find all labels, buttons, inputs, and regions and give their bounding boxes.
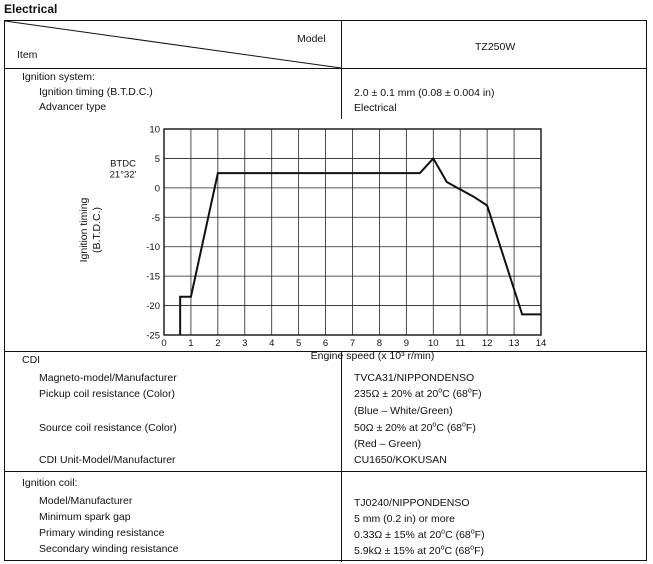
magneto-value: TVCA31/NIPPONDENSO <box>354 372 475 384</box>
magneto-label: Magneto-model/Manufacturer <box>39 372 177 384</box>
column-divider-bottom <box>341 351 342 562</box>
section-title: Electrical <box>4 2 58 16</box>
pickup-coil-color: (Blue – White/Green) <box>354 405 453 417</box>
x-tick-label: 2 <box>215 338 221 349</box>
ignition-timing-value: 2.0 ± 0.1 mm (0.08 ± 0.004 in) <box>354 87 495 99</box>
model-value: TZ250W <box>475 41 516 53</box>
y-tick-label: -25 <box>146 330 160 342</box>
source-coil-label: Source coil resistance (Color) <box>39 422 177 434</box>
primary-winding-label: Primary winding resistance <box>39 527 165 539</box>
ignition-timing-label: Ignition timing (B.T.D.C.) <box>39 86 153 98</box>
y-tick-label: 10 <box>149 124 160 136</box>
cdi-separator <box>5 351 646 352</box>
btdc-annotation: BTDC <box>110 158 136 170</box>
x-tick-label: 4 <box>269 338 275 349</box>
x-tick-label: 9 <box>403 338 410 349</box>
x-tick-label: 14 <box>535 338 547 349</box>
secondary-winding-value: 5.9kΩ ± 15% at 20$^o$C (68$^o$F) <box>354 544 485 557</box>
x-tick-label: 10 <box>427 338 439 349</box>
x-tick-label: 5 <box>295 338 302 349</box>
x-tick-label: 3 <box>242 338 248 349</box>
pickup-coil-label: Pickup coil resistance (Color) <box>39 388 175 400</box>
header-separator <box>5 68 646 69</box>
y-tick-label: 0 <box>154 183 160 195</box>
source-coil-color: (Red – Green) <box>354 438 422 450</box>
advancer-type-label: Advancer type <box>39 101 107 113</box>
model-header-label: Model <box>297 33 326 45</box>
y-tick-label: 5 <box>154 153 160 165</box>
x-tick-label: 8 <box>376 338 383 349</box>
y-tick-label: -5 <box>151 212 160 224</box>
x-tick-label: 7 <box>349 338 356 349</box>
source-coil-value: 50Ω ± 20% at 20$^o$C (68$^o$F) <box>354 421 476 434</box>
pickup-coil-value: 235Ω ± 20% at 20$^o$C (68$^o$F) <box>354 387 482 400</box>
y-axis-label-unit: (B.T.D.C.) <box>91 206 103 254</box>
y-tick-label: -10 <box>146 242 160 254</box>
btdc-annotation: 21°32' <box>109 169 137 181</box>
coil-model-label: Model/Manufacturer <box>39 495 133 507</box>
item-header-label: Item <box>17 49 38 61</box>
x-tick-label: 1 <box>188 338 194 349</box>
x-tick-label: 12 <box>481 338 493 349</box>
y-axis-label: Ignition timing <box>78 197 90 263</box>
spark-gap-value: 5 mm (0.2 in) or more <box>354 513 455 525</box>
x-tick-label: 0 <box>161 338 167 349</box>
x-axis-label: Engine speed (x 10³ r/min) <box>310 350 435 362</box>
secondary-winding-label: Secondary winding resistance <box>39 543 179 555</box>
cdi-unit-value: CU1650/KOKUSAN <box>354 454 447 466</box>
spark-gap-label: Minimum spark gap <box>39 511 131 523</box>
x-tick-label: 6 <box>322 338 329 349</box>
ignition-timing-chart <box>65 119 565 362</box>
column-divider-top <box>341 21 342 119</box>
ignition-coil-separator <box>5 471 646 472</box>
y-tick-label: -20 <box>146 301 160 313</box>
advancer-type-value: Electrical <box>354 102 397 114</box>
cdi-title: CDI <box>22 354 41 366</box>
coil-model-value: TJ0240/NIPPONDENSO <box>354 497 470 509</box>
x-tick-label: 13 <box>508 338 520 349</box>
x-tick-label: 11 <box>455 338 466 349</box>
cdi-unit-label: CDI Unit-Model/Manufacturer <box>39 454 176 466</box>
ignition-system-title: Ignition system: <box>22 71 95 83</box>
spec-table <box>4 20 647 561</box>
ignition-coil-title: Ignition coil: <box>22 477 78 489</box>
primary-winding-value: 0.33Ω ± 15% at 20$^o$C (68$^o$F) <box>354 528 485 541</box>
header-diagonal <box>5 21 341 68</box>
y-tick-label: -15 <box>146 271 160 283</box>
